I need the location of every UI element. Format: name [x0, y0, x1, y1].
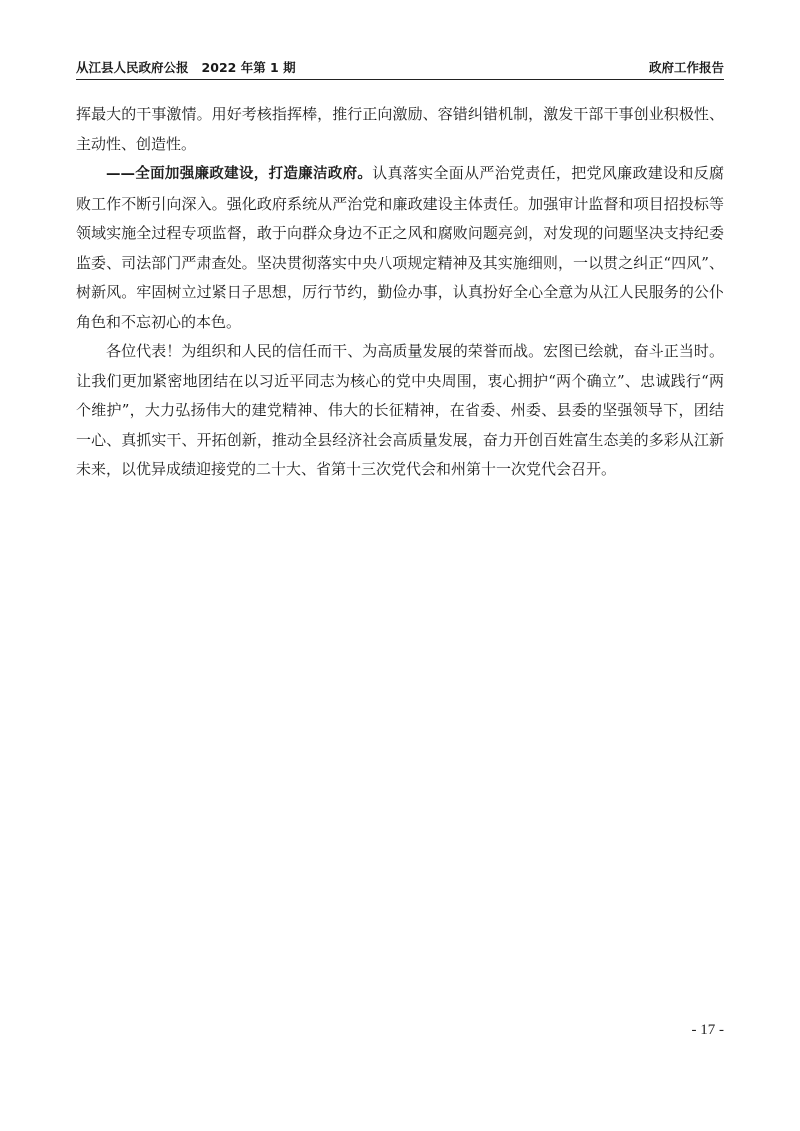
paragraph-lead-heading: ——全面加强廉政建设，打造廉洁政府。 — [106, 166, 373, 182]
page-header — [76, 58, 724, 78]
page-number: - 17 - — [691, 1022, 724, 1038]
section-title: 政府工作报告 — [648, 60, 724, 75]
report-body — [76, 100, 724, 485]
paragraph-integrity — [76, 159, 724, 337]
header-divider — [76, 79, 724, 80]
paragraph-continued: 挥最大的干事激情。用好考核指挥棒，推行正向激励、容错纠错机制，激发干部干事创业积极性、主动性、创造性。 — [76, 105, 724, 153]
paragraph-integrity-body: 认真落实全面从严治党责任，把党风廉政建设和反腐败工作不断引向深入。强化政府系统从严治党和廉政建设主体责任。加强审计监督和项目招投标等领域实施全过程专项监督，敢于向群众身边不正之风和腐败问题亮剑，对发现的问题坚决支持纪委监委、司法部门严肃查处。坚决贯彻落实中央八项规定精神及其实施细则，一以贯之纠正“四风”、树新风。牢固树立过紧日子思想，厉行节约，勤俭办事，认真扮好全心全意为从江人民服务的公仆角色和不忘初心的本色。 — [76, 164, 724, 331]
gazette-title: 从江县人民政府公报 2022 年第 1 期 — [76, 60, 296, 75]
paragraph-closing: 各位代表！为组织和人民的信任而干、为高质量发展的荣誉而战。宏图已绘就，奋斗正当时。让我们更加紧密地团结在以习近平同志为核心的党中央周围，衷心拥护“两个确立”、忠诚践行“两个维护”，大力弘扬伟大的建党精神、伟大的长征精神，在省委、州委、县委的坚强领导下，团结一心、真抓实干、开拓创新，推动全县经济社会高质量发展，奋力开创百姓富生态美的多彩从江新未来，以优异成绩迎接党的二十大、省第十三次党代会和州第十一次党代会召开。 — [76, 342, 724, 478]
